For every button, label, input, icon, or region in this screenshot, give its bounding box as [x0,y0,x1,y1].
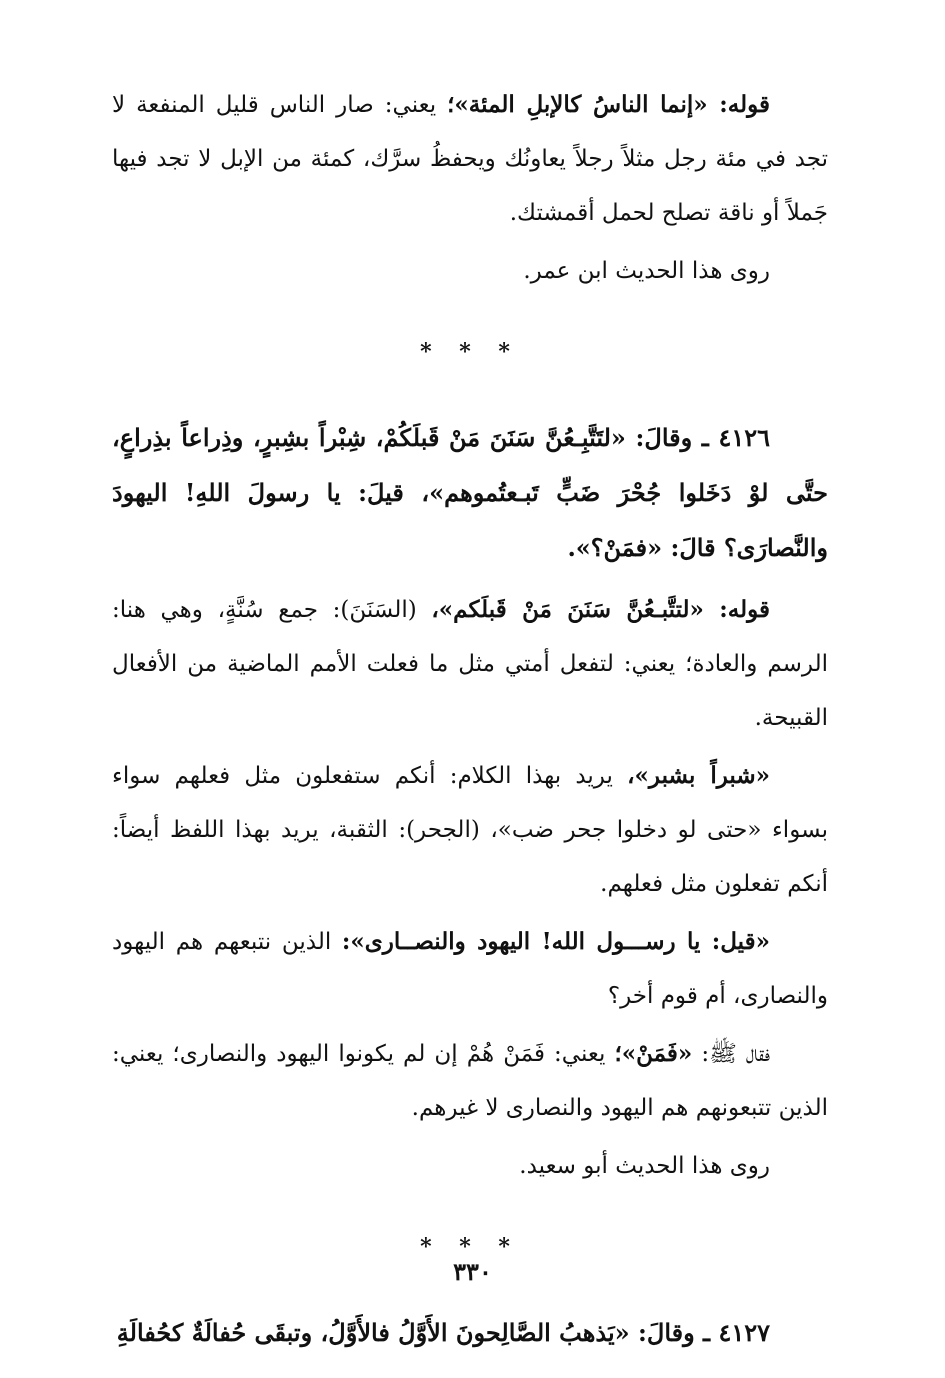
commentary-paragraph [112,1027,828,1135]
narrator-line: روى هذا الحديث ابن عمر. [523,258,770,284]
hadith-text: ٤١٢٧ ـ وقالَ: «يَذهبُ الصَّالِحونَ الأَوَّلُ فالأَوَّلُ، وتبقَى حُفالَةٌ كحُفالَةِ [116,1318,770,1347]
quoted-phrase: «شبراً بشبر»، [627,762,770,789]
commentary-text: الذين نتبعهم هم اليهود والنصارى، أم قوم أخر؟ [112,929,828,1009]
page-number: ٣٣٠ [453,1257,492,1286]
commentary-paragraph [112,749,828,911]
section-separator: * * * [420,1234,520,1260]
commentary-text: فقال ﷺ: [692,1041,771,1067]
quoted-phrase: قوله: «إنما الناسُ كالإبلِ المئة»؛ [447,91,770,118]
commentary-paragraph [112,915,828,1023]
narrator-line: روى هذا الحديث أبو سعيد. [519,1153,770,1179]
commentary-text: يعني: فَمَنْ هُمْ إن لم يكونوا اليهود والنصارى؛ يعني: الذين تتبعونهم هم اليهود والنصارى لا غيرهم. [112,1041,828,1121]
quoted-phrase: «فَمَنْ»؛ [614,1040,693,1067]
commentary-paragraph [112,583,828,745]
commentary-text: (السَنَنَ): جمع سُنَّةٍ، وهي هنا: الرسم والعادة؛ يعني: لتفعل أمتي مثل ما فعلت الأمم الماضية من الأفعال القبيحة. [112,597,828,731]
commentary-text: يعني: صار الناس قليل المنفعة لا تجد في مئة رجل مثلاً رجلاً يعاونُك ويحفظُ سرَّك، كمئة من الإبل لا تجد فيها جَملاً أو ناقة تصلح لحمل أقمشتك. [112,92,828,226]
commentary-paragraph [112,78,828,240]
commentary-text: يريد بهذا الكلام: أنكم ستفعلون مثل فعلهم سواء بسواء «حتى لو دخلوا جحر ضب»، (الجحر): الثقبة، يريد بهذا اللفظ أيضاً: أنكم تفعلون مثل فعلهم. [112,763,828,897]
section-separator: * * * [420,339,520,365]
hadith-text: ٤١٢٦ ـ وقالَ: «لتَتَّبِـعُنَّ سَنَنَ مَنْ قَبلَكُمْ، شِبْراً بشِبرٍ، وذِراعاً بذِراعٍ، حتَّى لوْ دَخَلوا جُحْرَ ضَبٍّ تَبـعتُموهم»، قيلَ: يا رسولَ اللهِ! اليهودَ والنَّصارَى؟ قالَ: «فمَنْ؟». [112,423,828,562]
quoted-phrase: «قيل: يا رســـول الله! اليهود والنصــارى»: [341,928,770,955]
document-page [112,78,828,1360]
quoted-phrase: قوله: «لتتَّبـعُنَّ سَنَنَ مَنْ قَبلَكم»، [431,596,770,623]
